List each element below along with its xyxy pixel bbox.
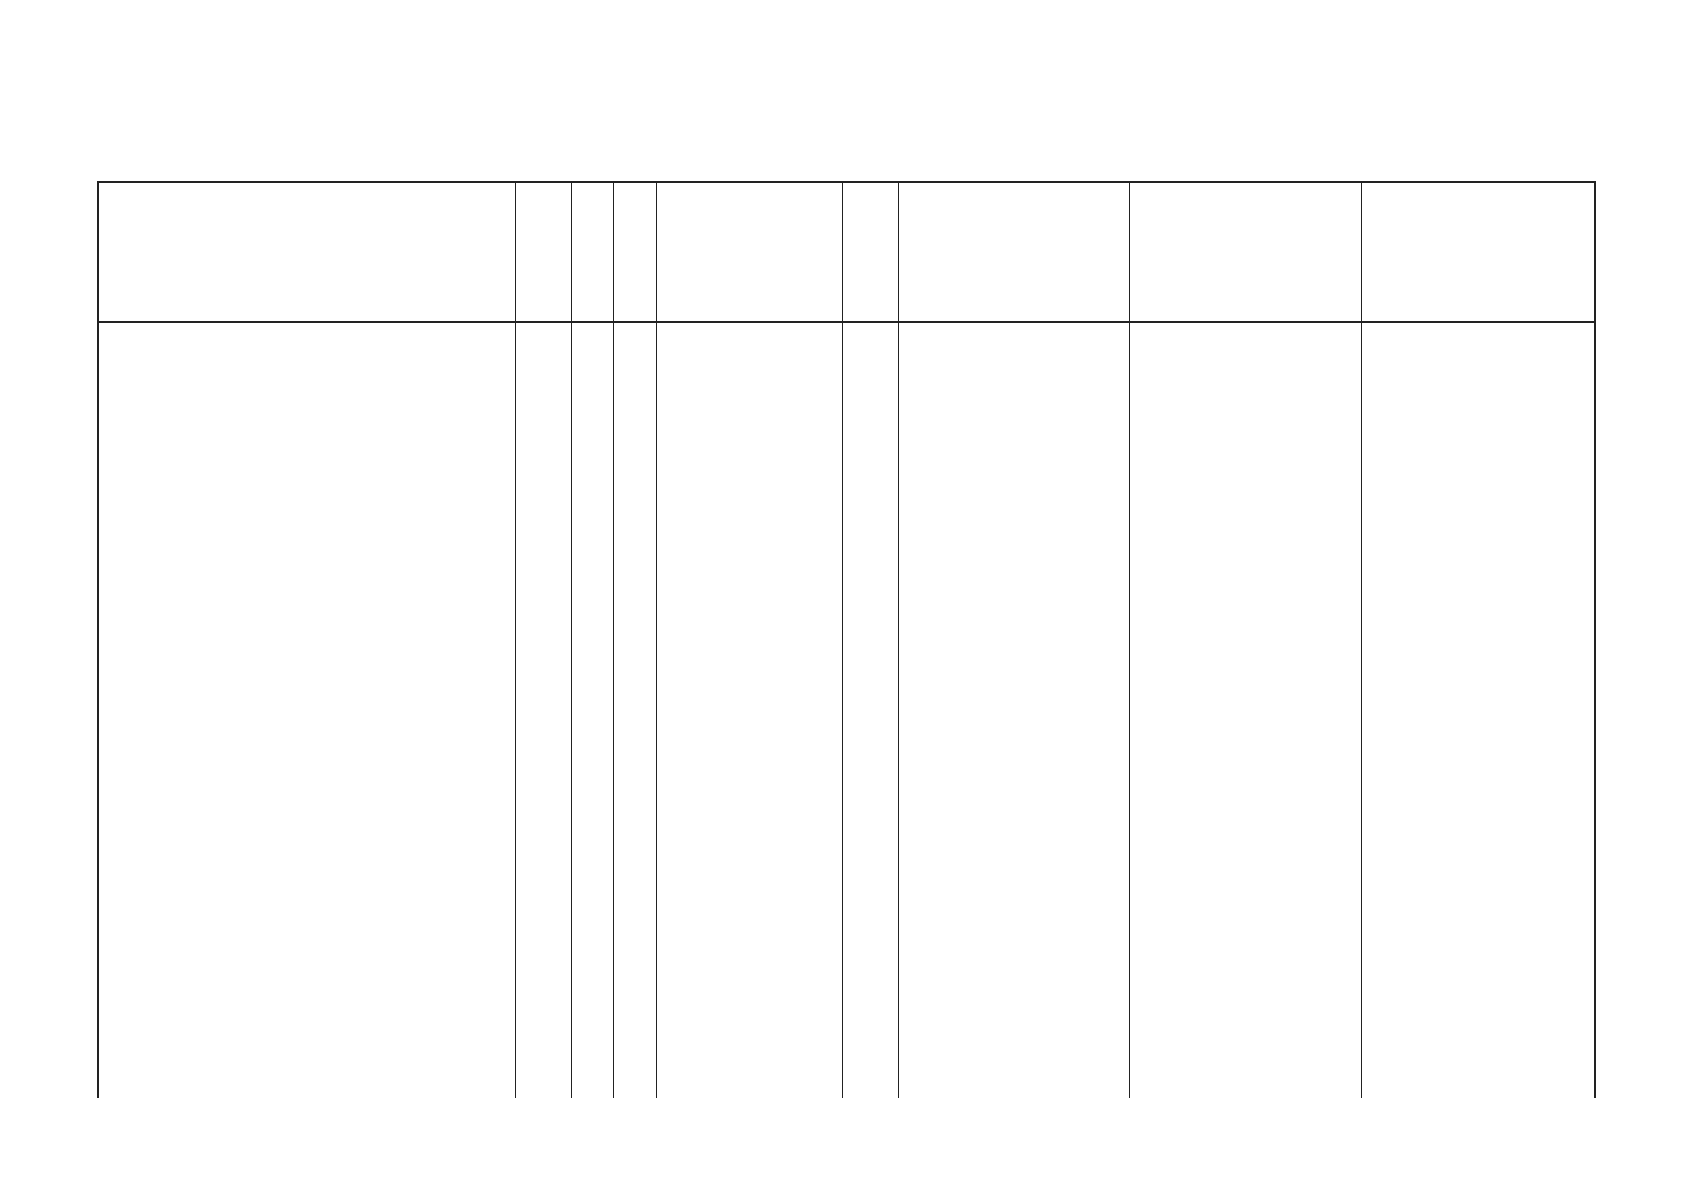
header-section: [571, 183, 613, 321]
col-divider: [1594, 183, 1596, 1098]
table-body: [99, 323, 1594, 1098]
header-2027: [1361, 183, 1594, 321]
header-subsection: [613, 183, 656, 321]
table-header: [99, 183, 1594, 323]
header-target: [656, 183, 842, 321]
header-2026: [1129, 183, 1361, 321]
budget-table: [97, 181, 1596, 1098]
header-dept: [515, 183, 571, 321]
header-name: [99, 183, 515, 321]
header-2025: [898, 183, 1129, 321]
header-group: [842, 183, 898, 321]
